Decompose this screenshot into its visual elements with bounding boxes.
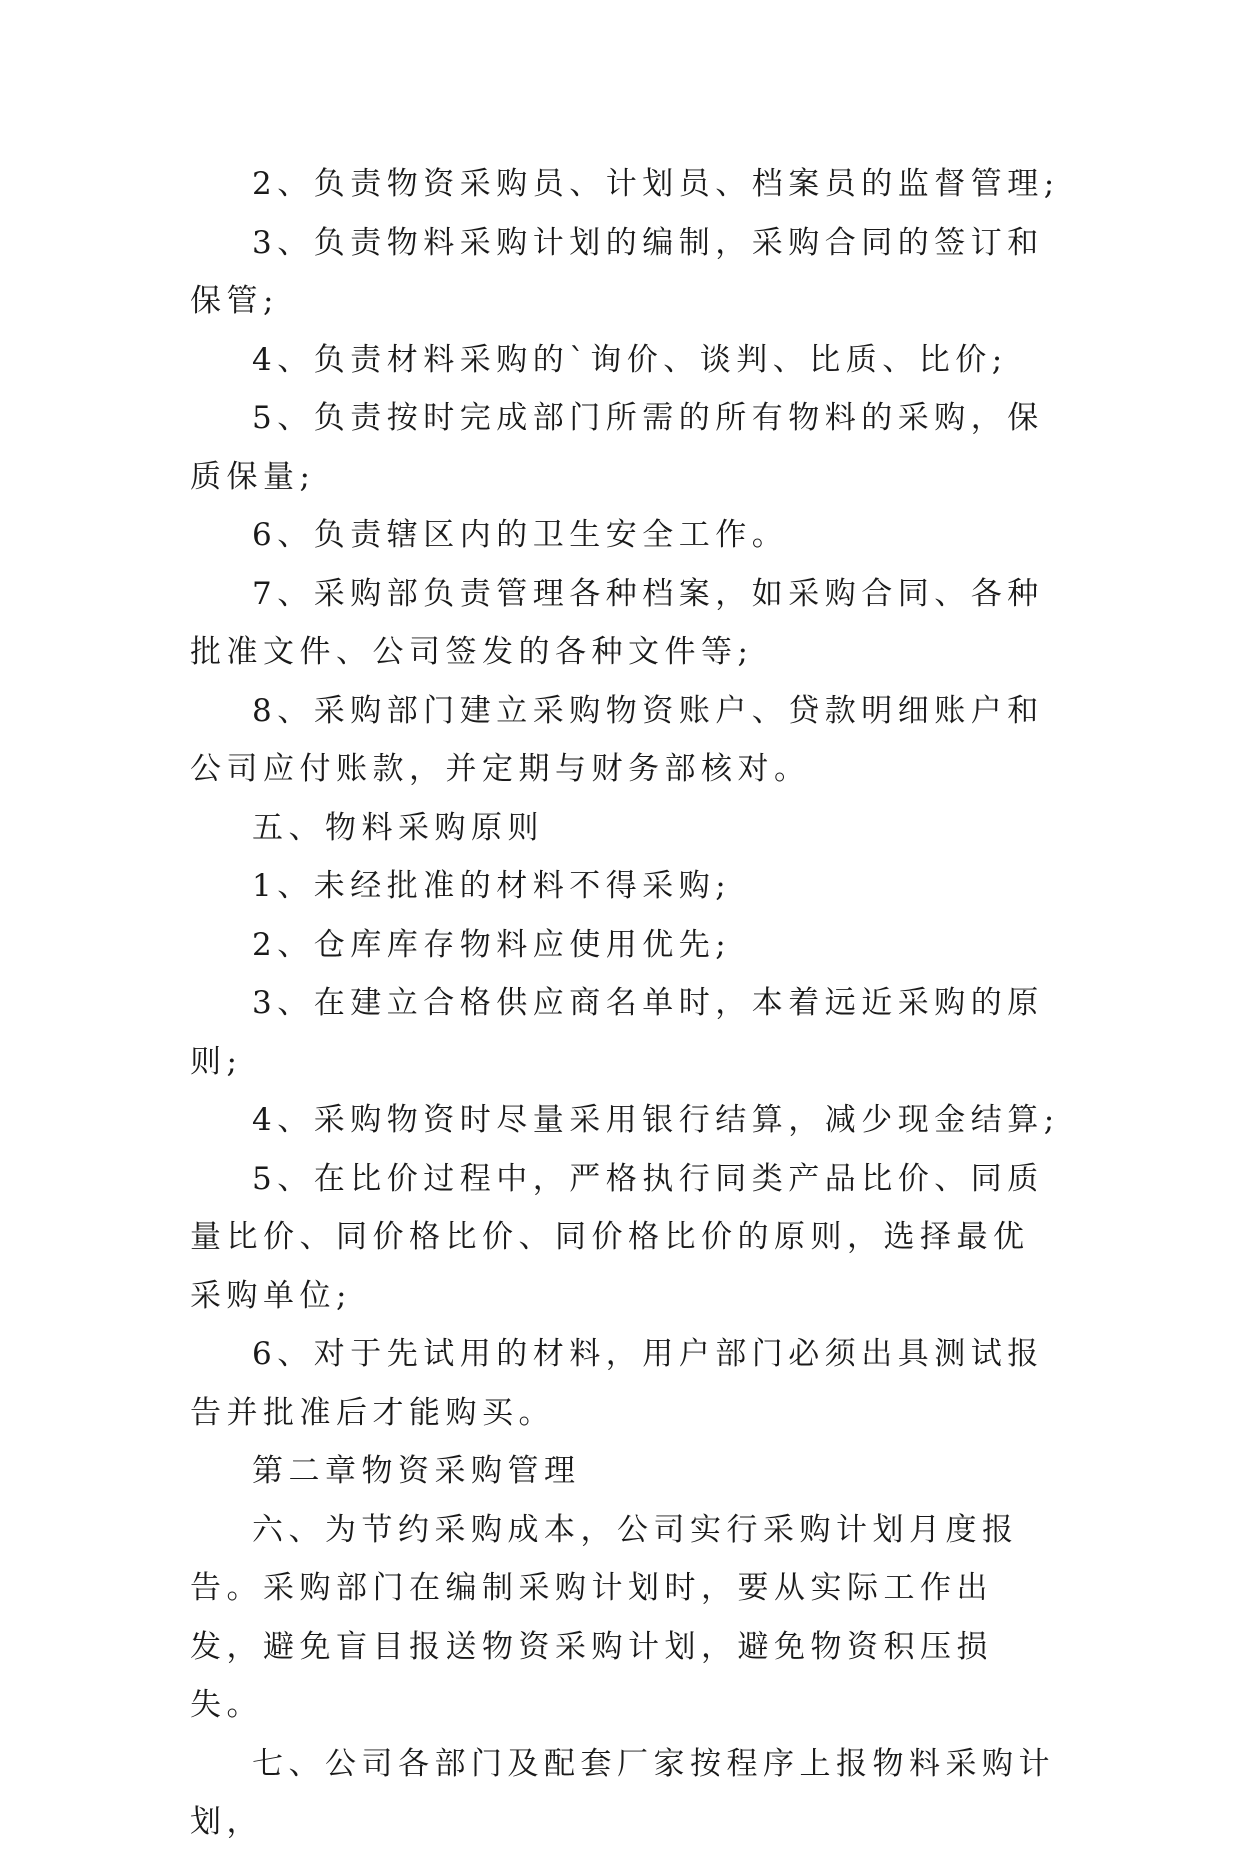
paragraph-item-3-duty: 3、负责物料采购计划的编制，采购合同的签订和保管; bbox=[190, 224, 1044, 319]
paragraph-item-7-duty: 7、采购部负责管理各种档案，如采购合同、各种批准文件、公司签发的各种文件等; bbox=[190, 575, 1044, 670]
chapter-heading-2: 第二章物资采购管理 bbox=[252, 1453, 581, 1489]
paragraph-principle-5: 5、在比价过程中，严格执行同类产品比价、同质量比价、同价格比价、同价格比价的原则，选择最优采购单位; bbox=[190, 1160, 1044, 1314]
section-heading-procurement-principles: 五、物料采购原则 bbox=[252, 809, 544, 846]
paragraph-principle-1: 1、未经批准的材料不得采购; bbox=[252, 868, 732, 904]
paragraph-item-4-duty: 4、负责材料采购的`询价、谈判、比质、比价; bbox=[252, 341, 1008, 378]
paragraph-item-2-duty: 2、负责物资采购员、计划员、档案员的监督管理; bbox=[252, 166, 1060, 202]
paragraph-article-7: 七、公司各部门及配套厂家按程序上报物料采购计划， bbox=[190, 1745, 1055, 1840]
paragraph-item-5-duty: 5、负责按时完成部门所需的所有物料的采购，保质保量; bbox=[190, 400, 1044, 495]
paragraph-item-6-duty: 6、负责辖区内的卫生安全工作。 bbox=[252, 517, 789, 553]
paragraph-principle-6: 6、对于先试用的材料，用户部门必须出具测试报告并批准后才能购买。 bbox=[190, 1336, 1044, 1431]
paragraph-principle-2: 2、仓库库存物料应使用优先; bbox=[252, 926, 732, 963]
document-body bbox=[190, 155, 1060, 1852]
paragraph-principle-3: 3、在建立合格供应商名单时，本着远近采购的原则; bbox=[190, 985, 1044, 1080]
paragraph-article-6: 六、为节约采购成本，公司实行采购计划月度报告。采购部门在编制采购计划时，要从实际工作出发，避免盲目报送物资采购计划，避免物资积压损失。 bbox=[190, 1511, 1019, 1723]
paragraph-item-8-duty: 8、采购部门建立采购物资账户、贷款明细账户和公司应付账款，并定期与财务部核对。 bbox=[190, 692, 1044, 787]
paragraph-principle-4: 4、采购物资时尽量采用银行结算，减少现金结算; bbox=[252, 1102, 1060, 1138]
